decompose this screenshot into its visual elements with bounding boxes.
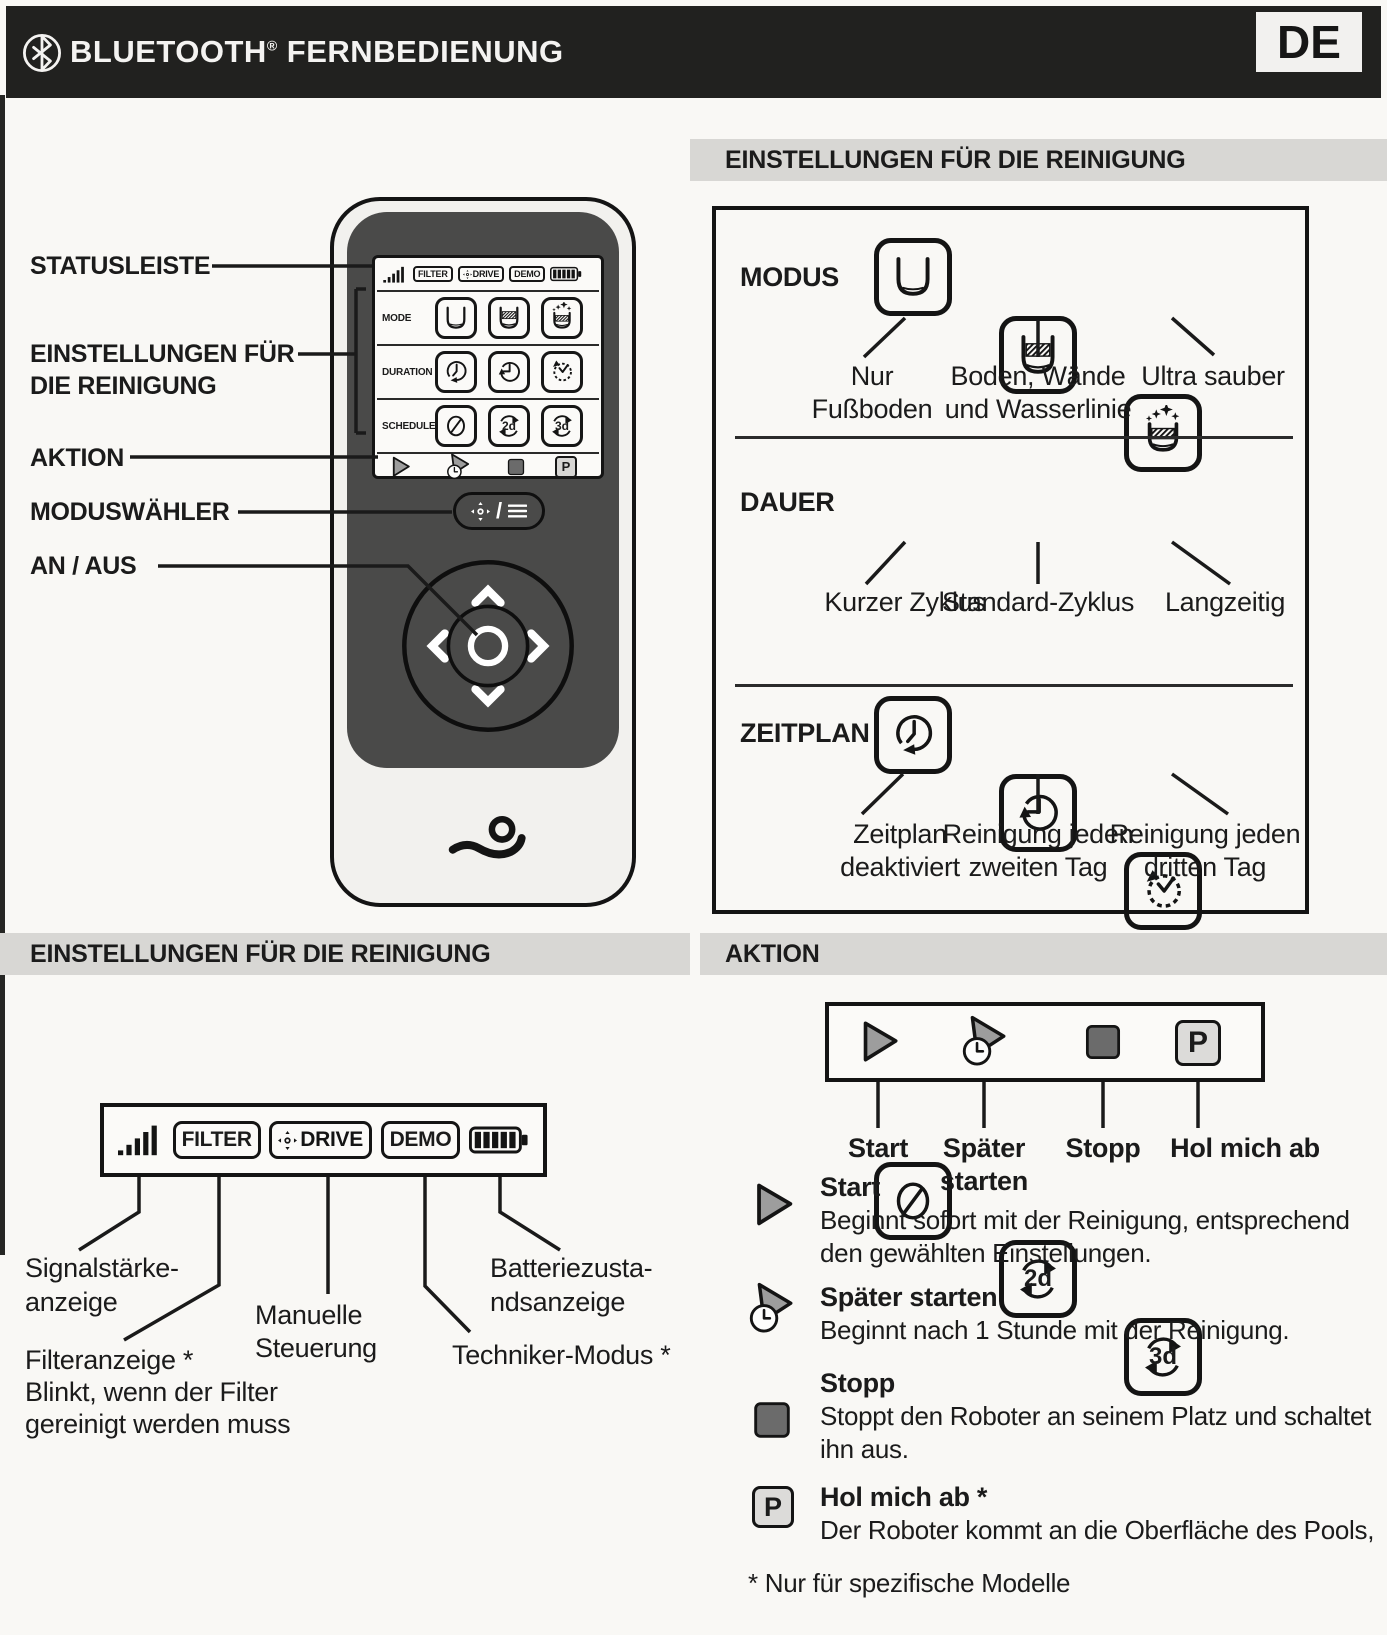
remote-screen xyxy=(372,255,604,479)
demo-badge: DEMO xyxy=(381,1121,461,1159)
drive-badge xyxy=(458,266,505,282)
action-label-later-1: Später xyxy=(942,1133,1026,1163)
label-an-aus: AN / AUS xyxy=(30,552,137,580)
menu-icon xyxy=(508,503,527,519)
header-bar xyxy=(6,6,1381,98)
label-moduswaehler: MODUSWÄHLER xyxy=(30,498,230,526)
screen-mode-ultra-icon xyxy=(541,297,583,339)
legend-filter-2: Blinkt, wenn der Filter xyxy=(25,1377,278,1407)
statusbar-section-title: EINSTELLUNGEN FÜR DIE REINIGUNG xyxy=(30,939,491,968)
screen-schedule-row xyxy=(377,398,599,452)
drive-icon xyxy=(463,270,472,279)
action-footnote: * Nur für spezifische Modelle xyxy=(748,1568,1071,1598)
legend-filter-3: gereinigt werden muss xyxy=(25,1409,291,1439)
stop-icon xyxy=(748,1396,796,1444)
entry-pickup-line-1: Der Roboter kommt an die Oberfläche des Pools, xyxy=(820,1515,1375,1545)
screen-short-cycle-icon xyxy=(435,351,477,393)
registered-mark: ® xyxy=(266,37,278,54)
legend-signal-2: anzeige xyxy=(25,1287,118,1317)
delayed-start-icon xyxy=(443,452,473,482)
zeitplan-row-label: ZEITPLAN xyxy=(740,718,870,748)
signal-icon xyxy=(383,266,408,283)
screen-3d-label: 3d xyxy=(554,419,569,433)
stop-icon xyxy=(505,456,527,478)
screen-standard-cycle-icon xyxy=(488,351,530,393)
page-title-rest: FERNBEDIENUNG xyxy=(286,34,564,69)
stop-icon xyxy=(1080,1019,1126,1065)
label-aktion: AKTION xyxy=(30,444,125,472)
demo-badge: DEMO xyxy=(509,266,545,282)
battery-icon xyxy=(469,1125,529,1155)
screen-schedule-2d-icon xyxy=(488,405,530,447)
drive-badge-label: DRIVE xyxy=(300,1128,363,1151)
delayed-start-icon xyxy=(742,1280,800,1338)
entry-stop-line-1: Stoppt den Roboter an seinem Platz und schaltet xyxy=(820,1401,1372,1431)
action-section-title: AKTION xyxy=(725,939,820,968)
start-icon xyxy=(387,454,413,480)
mode-floor-icon xyxy=(874,238,952,316)
screen-mode-walls-icon xyxy=(488,297,530,339)
settings-section-bar xyxy=(690,139,1387,181)
nav-pad xyxy=(398,556,578,736)
caption-short-cycle: Kurzer Zyklus xyxy=(824,587,986,617)
screen-status-bar xyxy=(377,258,599,290)
legend-battery-1: Batteriezusta- xyxy=(490,1253,653,1283)
screen-schedule-label: SCHEDULE xyxy=(382,420,436,432)
caption-floor-walls: Boden, Wände und Wasserlinie xyxy=(944,361,1132,424)
modus-row-label: MODUS xyxy=(740,262,839,292)
legend-filter-1: Filteranzeige * xyxy=(25,1345,194,1375)
drive-icon xyxy=(471,502,490,521)
statusbar-section-bar xyxy=(0,933,690,975)
screen-long-cycle-icon xyxy=(541,351,583,393)
page-title-main: BLUETOOTH xyxy=(70,34,267,69)
drive-icon xyxy=(278,1131,297,1150)
action-section-bar xyxy=(700,933,1387,975)
panel-divider xyxy=(735,684,1293,687)
legend-signal-1: Signalstärke- xyxy=(25,1253,179,1283)
panel-divider xyxy=(735,436,1293,439)
caption-schedule-3d: Reinigung jeden dritten Tag xyxy=(1109,819,1301,882)
start-icon xyxy=(745,1178,799,1232)
screen-2d-label: 2d xyxy=(501,419,516,433)
caption-standard-cycle: Standard-Zyklus xyxy=(941,587,1135,617)
schedule-2d-label: 2d xyxy=(1023,1265,1052,1292)
legend-manual-2: Steuerung xyxy=(255,1333,377,1363)
action-label-later-2: starten xyxy=(940,1166,1028,1196)
caption-schedule-2d: Reinigung jeden zweiten Tag xyxy=(942,819,1134,882)
entry-start-title: Start xyxy=(820,1172,881,1202)
caption-floor-only: Nur Fußboden xyxy=(811,361,933,424)
caption-long-cycle: Langzeitig xyxy=(1164,587,1286,617)
signal-icon xyxy=(118,1124,164,1156)
entry-stop-title: Stopp xyxy=(820,1368,895,1398)
label-einstellungen-2: DIE REINIGUNG xyxy=(30,372,217,400)
action-label-pickup: Hol mich ab xyxy=(1170,1133,1320,1163)
screen-duration-label: DURATION xyxy=(382,366,433,378)
statusbar-diagram xyxy=(100,1103,547,1177)
entry-later-title: Später starten xyxy=(820,1282,998,1312)
settings-section-title: EINSTELLUNGEN FÜR DIE REINIGUNG xyxy=(725,145,1186,174)
short-cycle-icon xyxy=(874,696,952,774)
screen-mode-row xyxy=(377,290,599,344)
screen-action-row xyxy=(377,452,599,479)
entry-start-line-2: den gewählten Einstellungen. xyxy=(820,1238,1152,1268)
language-badge: DE xyxy=(1256,12,1362,72)
entry-pickup-title: Hol mich ab * xyxy=(820,1482,988,1512)
entry-stop-line-2: ihn aus. xyxy=(820,1434,909,1464)
schedule-3d-label: 3d xyxy=(1148,1343,1177,1370)
bluetooth-icon xyxy=(22,33,62,73)
battery-icon xyxy=(550,266,582,282)
dauer-row-label: DAUER xyxy=(740,487,835,517)
screen-mode-label: MODE xyxy=(382,312,412,324)
page-title xyxy=(70,34,564,70)
label-einstellungen-1: EINSTELLUNGEN FÜR xyxy=(30,340,295,368)
screen-schedule-3d-icon xyxy=(541,405,583,447)
action-label-stop: Stopp xyxy=(1065,1133,1141,1163)
mode-selector-button xyxy=(453,492,545,530)
filter-badge: FILTER xyxy=(413,266,453,282)
legend-tech-mode: Techniker-Modus * xyxy=(452,1340,671,1370)
brand-logo-icon xyxy=(443,812,535,870)
drive-badge xyxy=(269,1121,372,1159)
pill-separator: / xyxy=(495,498,503,523)
screen-duration-row xyxy=(377,344,599,398)
start-icon xyxy=(852,1016,904,1068)
screen-mode-floor-icon xyxy=(435,297,477,339)
caption-ultra-clean: Ultra sauber xyxy=(1141,361,1285,391)
screen-schedule-off-icon xyxy=(435,405,477,447)
scan-edge-artifact xyxy=(0,95,5,1255)
filter-badge: FILTER xyxy=(173,1121,261,1159)
pickup-icon: P xyxy=(1175,1020,1221,1066)
entry-later-line-1: Beginnt nach 1 Stunde mit der Reinigung. xyxy=(820,1315,1290,1345)
legend-battery-2: ndsanzeige xyxy=(490,1287,626,1317)
pickup-icon: P xyxy=(752,1486,794,1528)
pickup-icon: P xyxy=(555,456,577,478)
legend-manual-1: Manuelle xyxy=(255,1300,363,1330)
caption-schedule-off: Zeitplan deaktiviert xyxy=(840,819,960,882)
entry-start-line-1: Beginnt sofort mit der Reinigung, entsprechend xyxy=(820,1205,1350,1235)
delayed-start-icon xyxy=(955,1013,1013,1071)
action-label-start: Start xyxy=(847,1133,909,1163)
label-statusleiste: STATUSLEISTE xyxy=(30,252,211,280)
drive-badge-label: DRIVE xyxy=(472,269,500,279)
